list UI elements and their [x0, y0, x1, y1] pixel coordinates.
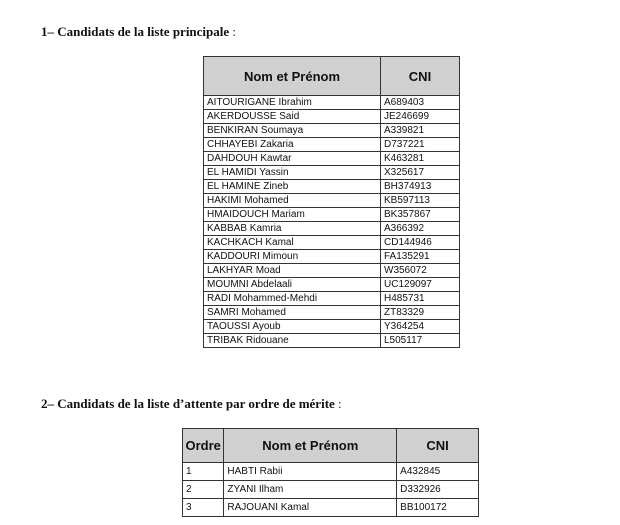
table-row: [204, 166, 460, 180]
table-row: [204, 124, 460, 138]
table-row: [204, 152, 460, 166]
column-header-cni: CNI: [397, 429, 479, 463]
cell-cni: ZT83329: [381, 306, 460, 320]
table-row: [204, 236, 460, 250]
section2-heading-number: 2–: [41, 396, 54, 411]
cell-name: HAKIMI Mohamed: [204, 194, 381, 208]
section1-heading-text: Candidats de la liste principale: [57, 24, 230, 39]
table-row: [204, 320, 460, 334]
main-list-table: [203, 56, 460, 348]
cell-name: DAHDOUH Kawtar: [204, 152, 381, 166]
cell-cni: BK357867: [381, 208, 460, 222]
cell-name: TRIBAK Ridouane: [204, 334, 381, 348]
table-row: [204, 278, 460, 292]
cell-name: EL HAMINE Zineb: [204, 180, 381, 194]
table-row: [204, 292, 460, 306]
table-row: [204, 194, 460, 208]
section2-heading-text: Candidats de la liste d’attente par ordre de mérite: [57, 396, 335, 411]
cell-cni: A432845: [397, 463, 479, 481]
column-header-ordre: Ordre: [183, 429, 224, 463]
cell-cni: D332926: [397, 481, 479, 499]
cell-cni: A339821: [381, 124, 460, 138]
column-header-name: Nom et Prénom: [224, 429, 397, 463]
cell-cni: K463281: [381, 152, 460, 166]
table-row: [204, 138, 460, 152]
main-list-header-row: [204, 57, 460, 96]
waiting-list-table: [182, 428, 479, 517]
cell-cni: UC129097: [381, 278, 460, 292]
cell-name: CHHAYEBI Zakaria: [204, 138, 381, 152]
column-header-name: Nom et Prénom: [204, 57, 381, 96]
cell-name: BENKIRAN Soumaya: [204, 124, 381, 138]
cell-name: TAOUSSI Ayoub: [204, 320, 381, 334]
cell-cni: KB597113: [381, 194, 460, 208]
cell-name: ZYANI Ilham: [224, 481, 397, 499]
cell-name: SAMRI Mohamed: [204, 306, 381, 320]
section2-heading-suffix: :: [334, 396, 342, 411]
cell-cni: W356072: [381, 264, 460, 278]
cell-cni: A689403: [381, 96, 460, 110]
cell-cni: L505117: [381, 334, 460, 348]
cell-name: LAKHYAR Moad: [204, 264, 381, 278]
section1-heading-number: 1–: [41, 24, 54, 39]
cell-name: AITOURIGANE Ibrahim: [204, 96, 381, 110]
waiting-list-header-row: [183, 429, 479, 463]
cell-name: KACHKACH Kamal: [204, 236, 381, 250]
table-row: [204, 110, 460, 124]
cell-cni: X325617: [381, 166, 460, 180]
cell-cni: D737221: [381, 138, 460, 152]
cell-cni: Y364254: [381, 320, 460, 334]
waiting-list-body: [183, 463, 479, 517]
cell-name: KABBAB Kamria: [204, 222, 381, 236]
cell-cni: BB100172: [397, 499, 479, 517]
table-row: [204, 208, 460, 222]
section1-heading-suffix: :: [229, 24, 237, 39]
table-row: [183, 463, 479, 481]
cell-name: RADI Mohammed-Mehdi: [204, 292, 381, 306]
table-row: [183, 481, 479, 499]
cell-name: HMAIDOUCH Mariam: [204, 208, 381, 222]
cell-name: HABTI Rabii: [224, 463, 397, 481]
cell-cni: BH374913: [381, 180, 460, 194]
cell-cni: JE246699: [381, 110, 460, 124]
cell-ordre: 1: [183, 463, 224, 481]
table-row: [204, 264, 460, 278]
table-row: [204, 222, 460, 236]
cell-name: KADDOURI Mimoun: [204, 250, 381, 264]
cell-ordre: 3: [183, 499, 224, 517]
cell-cni: FA135291: [381, 250, 460, 264]
cell-cni: CD144946: [381, 236, 460, 250]
cell-name: AKERDOUSSE Said: [204, 110, 381, 124]
section1-heading: [41, 24, 236, 40]
section2-heading: [41, 396, 342, 412]
main-list-body: [204, 96, 460, 348]
table-row: [204, 334, 460, 348]
table-row: [204, 96, 460, 110]
cell-cni: A366392: [381, 222, 460, 236]
cell-name: RAJOUANI Kamal: [224, 499, 397, 517]
table-row: [204, 250, 460, 264]
table-row: [183, 499, 479, 517]
cell-cni: H485731: [381, 292, 460, 306]
table-row: [204, 180, 460, 194]
cell-ordre: 2: [183, 481, 224, 499]
cell-name: EL HAMIDI Yassin: [204, 166, 381, 180]
cell-name: MOUMNI Abdelaali: [204, 278, 381, 292]
table-row: [204, 306, 460, 320]
column-header-cni: CNI: [381, 57, 460, 96]
